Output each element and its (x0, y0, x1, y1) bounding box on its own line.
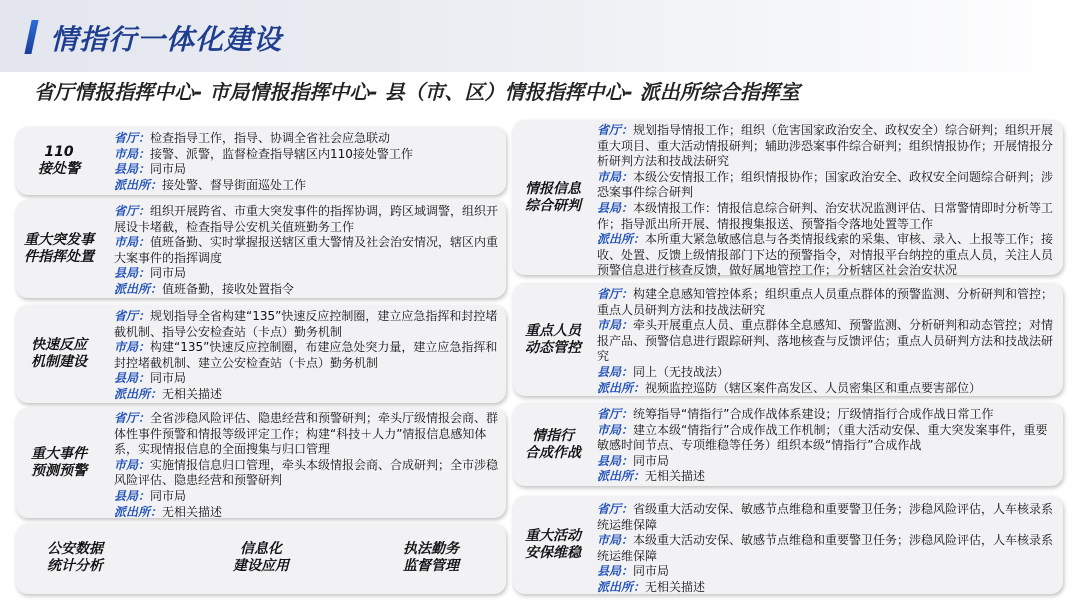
card-body (114, 309, 500, 403)
level-key: 省厅： (114, 131, 151, 145)
card-major-emergency (16, 200, 506, 298)
level-text: 视频监控巡防（辖区案件高发区、人员密集区和重点要害部位） (645, 380, 982, 395)
card-rapid-response (16, 305, 506, 403)
level-key: 派出所： (114, 281, 163, 296)
card-bottom-strip (16, 524, 506, 594)
level-text: 建立本级“情指行”合成作战工作机制；（重大活动安保、重大突发案事件，重要敏感时间节点、专项维稳等任务）组织本级“情指行”合成作战 (597, 422, 1048, 453)
level-text: 统筹指导“情指行”合成作战体系建设；厅级情指行合成作战日常工作 (633, 407, 994, 421)
level-text: 全省涉稳风险评估、隐患经营和预警研判；牵头厅级情报会商、群体性事件预警和情报等级评定工作；构建“科技＋人力”情报信息感知体系，实现情报信息的全面搜集与归口管理 (114, 411, 499, 457)
level-text: 实施情报信息归口管理，牵头本级情报会商、合成研判；全市涉稳风险评估、隐患经营和预警研判 (114, 457, 499, 488)
level-text: 无相关描述 (645, 469, 706, 484)
level-key: 派出所： (597, 469, 646, 484)
card-110-dispatch (16, 127, 506, 195)
card-body (597, 407, 1057, 485)
level-text: 同上（无技战法） (633, 364, 730, 379)
level-key: 省厅： (114, 411, 151, 425)
level-text: 值班备勤、实时掌握报送辖区重大警情及社会治安情况，辖区内重大案事件的指挥调度 (114, 235, 499, 265)
card-body (114, 411, 500, 520)
level-text: 构建全息感知管控体系；组织重点人员重点群体的预警监测、分析研判和管控；重点人员研判方法和技战法研究 (597, 287, 1054, 317)
level-text: 本所重大紧急敏感信息与各类情报线索的采集、审核、录入、上报等工作；接收、处置、反馈上级情报部门下达的预警指令，对情报平台纳控的重点人员，关注人员预警信息进行核查反馈，做好属地管控工作；分析辖区社会治安状况 (597, 232, 1054, 278)
card-body (597, 502, 1057, 596)
page-title: 情指行一体化建设 (50, 23, 283, 56)
card-joint-operations (513, 403, 1063, 486)
level-text: 同市局 (633, 564, 670, 579)
level-text: 接警、派警，监督检查指导辖区内110接处警工作 (150, 146, 413, 161)
card-label: 110 接处警 (38, 144, 80, 177)
level-key: 市局： (597, 318, 634, 333)
card-label: 重大突发事 件指挥处置 (24, 232, 94, 265)
level-text: 同市局 (633, 453, 670, 468)
level-text: 同市局 (150, 371, 187, 386)
level-key: 市局： (114, 146, 151, 161)
level-key: 县局： (597, 200, 634, 215)
level-text: 省级重大活动安保、敏感节点维稳和重要警卫任务；涉稳风险评估，人车核录系统运维保障 (597, 502, 1054, 532)
level-text: 本级情报工作：情报信息综合研判、治安状况监测评估、日常警情即时分析等工作；指导派出所开展、情报搜集报送、预警指令落地处置等工作 (597, 200, 1054, 231)
card-body (114, 131, 500, 193)
level-text: 组织开展跨省、市重大突发事件的指挥协调，跨区域调警，组织开展设卡堵截，检查指导公安机关值班勤务工作 (114, 204, 499, 234)
card-major-event-warning (16, 408, 506, 518)
level-text: 构建“135”快速反应控制圈，布建应急处突力量，建立应急指挥和封控堵截机制、建立公安检查站（卡点）勤务机制 (114, 340, 498, 370)
card-label: 情报信息 综合研判 (525, 180, 581, 214)
card-label: 重大事件 预测预警 (31, 446, 87, 479)
level-key: 省厅： (597, 287, 634, 301)
level-text: 规划指导情报工作；组织（危害国家政治安全、政权安全）综合研判；组织开展重大项目、重大活动情报研判；辅助涉恐案事件综合研判；组织情报协作；开展情报分析研判方法和技战法研究 (597, 123, 1054, 169)
level-text: 同市局 (150, 162, 187, 177)
level-text: 同市局 (150, 488, 187, 503)
level-text: 无相关描述 (162, 386, 223, 401)
level-key: 市局： (114, 235, 151, 250)
level-key: 派出所： (114, 386, 163, 401)
page-subtitle: 省厅情报指挥中心- 市局情报指挥中心- 县（市、区）情报指挥中心- 派出所综合指挥室 (34, 80, 800, 104)
level-key: 派出所： (597, 232, 646, 247)
level-text: 检查指导工作，指导、协调全省社会应急联动 (150, 131, 391, 145)
level-text: 牵头开展重点人员、重点群体全息感知、预警监测、分析研判和动态管控；对情报产品、预警信息进行跟踪研判、落地核查与反馈评估；重点人员研判方法和技战法研究 (597, 318, 1054, 364)
level-key: 省厅： (114, 309, 151, 323)
level-text: 接处警、督导街面巡处工作 (162, 177, 307, 192)
card-body (597, 287, 1057, 396)
level-key: 省厅： (597, 502, 634, 516)
level-key: 省厅： (597, 407, 634, 421)
level-text: 本级重大活动安保、敏感节点维稳和重要警卫任务；涉稳风险评估，人车核录系统运维保障 (597, 533, 1054, 563)
card-key-personnel-control (513, 283, 1063, 396)
card-label: 快速反应 机制建设 (31, 337, 87, 370)
card-body (597, 123, 1057, 279)
bottom-label-it-application: 信息化 建设应用 (233, 541, 289, 574)
level-key: 县局： (597, 364, 634, 379)
level-key: 省厅： (597, 123, 634, 137)
level-key: 市局： (597, 533, 634, 548)
level-text: 本级公安情报工作；组织情报协作；国家政治安全、政权安全问题综合研判；涉恐案事件综合研判 (597, 169, 1054, 200)
bottom-label-data-statistics: 公安数据 统计分析 (47, 541, 103, 574)
card-label: 重点人员 动态管控 (525, 322, 581, 356)
level-key: 派出所： (597, 579, 646, 594)
level-key: 派出所： (114, 177, 163, 192)
card-event-security (513, 496, 1063, 594)
level-key: 市局： (114, 340, 151, 355)
level-key: 市局： (597, 169, 634, 184)
level-text: 规划指导全省构建“135”快速反应控制圈，建立应急指挥和封控堵截机制、指导公安检查站（卡点）勤务机制 (114, 309, 498, 339)
level-key: 市局： (114, 457, 151, 472)
level-key: 市局： (597, 422, 634, 437)
level-key: 县局： (597, 453, 634, 468)
level-key: 省厅： (114, 204, 151, 218)
level-key: 县局： (114, 371, 151, 386)
level-text: 同市局 (150, 266, 187, 281)
card-label: 情指行 合成作战 (525, 427, 581, 461)
bottom-label-law-enforcement-supervision: 执法勤务 监督管理 (403, 541, 459, 574)
card-intelligence-analysis (513, 120, 1063, 278)
level-key: 县局： (597, 564, 634, 579)
card-label: 重大活动 安保维稳 (525, 528, 581, 561)
card-body (114, 204, 500, 298)
level-text: 值班备勤，接收处置指令 (162, 281, 295, 296)
level-key: 派出所： (597, 380, 646, 395)
level-text: 无相关描述 (645, 579, 706, 594)
level-key: 县局： (114, 488, 151, 503)
level-text: 无相关描述 (162, 504, 223, 519)
level-key: 县局： (114, 266, 151, 281)
level-key: 县局： (114, 162, 151, 177)
level-key: 派出所： (114, 504, 163, 519)
